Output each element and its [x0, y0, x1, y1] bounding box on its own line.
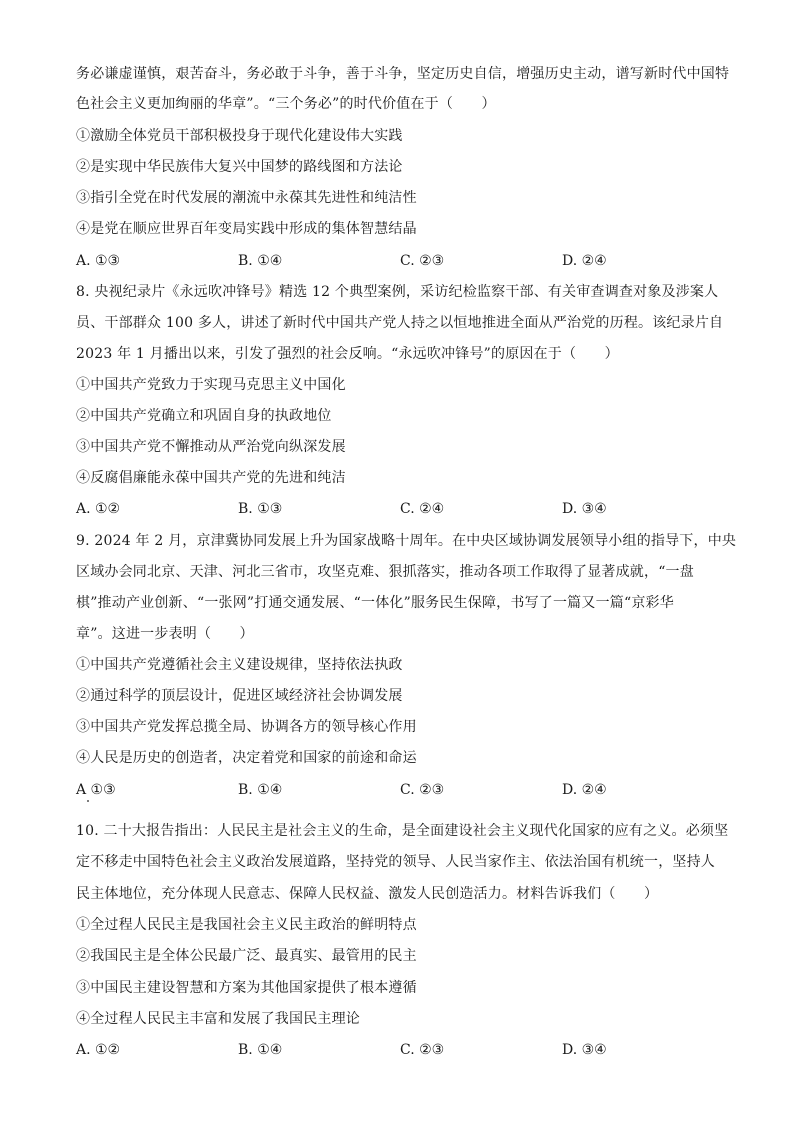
q8-stem-line-2: 员、干部群众 100 多人，讲述了新时代中国共产党人持之以恒地推进全面从严治党的历程。该纪录片自: [76, 315, 724, 331]
q7-option-c: C. ②③: [400, 253, 445, 269]
q9-option-b: B. ①④: [238, 782, 283, 798]
q10-option-b: B. ①④: [238, 1042, 283, 1058]
q9-statement-1: ①中国共产党遵循社会主义建设规律，坚持依法执政: [76, 657, 403, 673]
q8-statement-3: ③中国共产党不懈推动从严治党向纵深发展: [76, 439, 346, 455]
q10-statement-2: ②我国民主是全体公民最广泛、最真实、最管用的民主: [76, 948, 417, 964]
q10-statement-4: ④全过程人民民主丰富和发展了我国民主理论: [76, 1011, 360, 1027]
q7-statement-1: ①激励全体党员干部积极投身于现代化建设伟大实践: [76, 128, 403, 144]
stray-dot-mark: [87, 800, 89, 802]
q8-option-d: D. ③④: [562, 501, 607, 517]
q7-stem-line-2: 色社会主义更加绚丽的华章”。“三个务必”的时代价值在于（ ）: [76, 96, 496, 112]
q9-statement-3: ③中国共产党发挥总揽全局、协调各方的领导核心作用: [76, 719, 417, 735]
q7-statement-4: ④是党在顺应世界百年变局实践中形成的集体智慧结晶: [76, 221, 417, 237]
q9-stem-line-1: 9. 2024 年 2 月，京津冀协同发展上升为国家战略十周年。在中央区域协调发展领导小组的指导下，中央: [76, 533, 737, 549]
q8-stem-line-3: 2023 年 1 月播出以来，引发了强烈的社会反响。“永远吹冲锋号”的原因在于（ ）: [76, 346, 619, 362]
q10-stem-line-1: 10. 二十大报告指出：人民民主是社会主义的生命，是全面建设社会主义现代化国家的应有之义。必须坚: [76, 823, 729, 839]
q8-statement-2: ②中国共产党确立和巩固自身的执政地位: [76, 408, 332, 424]
q9-stem-line-3: 棋”推动产业创新、“一张网”打通交通发展、“一体化”服务民生保障，书写了一篇又一篇“京彩华: [76, 595, 674, 611]
q8-option-c: C. ②④: [400, 501, 445, 517]
q9-option-d: D. ②④: [562, 782, 607, 798]
q9-stem-line-2: 区域办会同北京、天津、河北三省市，攻坚克难、狠抓落实，推动各项工作取得了显著成就，“一盘: [76, 564, 694, 580]
q8-stem-line-1: 8. 央视纪录片《永远吹冲锋号》精选 12 个典型案例，采访纪检监察干部、有关审查调查对象及涉案人: [76, 284, 719, 300]
q10-option-a: A. ①②: [76, 1042, 121, 1058]
q8-option-a: A. ①②: [76, 501, 121, 517]
q9-statement-4: ④人民是历史的创造者，决定着党和国家的前途和命运: [76, 750, 417, 766]
q9-option-a: A ①③: [76, 782, 116, 798]
q10-option-d: D. ③④: [562, 1042, 607, 1058]
q10-option-c: C. ②③: [400, 1042, 445, 1058]
q8-statement-1: ①中国共产党致力于实现马克思主义中国化: [76, 377, 346, 393]
q8-statement-4: ④反腐倡廉能永葆中国共产党的先进和纯洁: [76, 470, 346, 486]
q7-option-b: B. ①④: [238, 253, 283, 269]
q9-option-c: C. ②③: [400, 782, 445, 798]
q10-stem-line-3: 民主体地位，充分体现人民意志、保障人民权益、激发人民创造活力。材料告诉我们（ ）: [76, 886, 659, 902]
q10-statement-1: ①全过程人民民主是我国社会主义民主政治的鲜明特点: [76, 917, 417, 933]
q8-option-b: B. ①③: [238, 501, 283, 517]
q7-option-a: A. ①③: [76, 253, 121, 269]
q10-statement-3: ③中国民主建设智慧和方案为其他国家提供了根本遵循: [76, 980, 417, 996]
q7-statement-2: ②是实现中华民族伟大复兴中国梦的路线图和方法论: [76, 159, 403, 175]
q9-statement-2: ②通过科学的顶层设计，促进区域经济社会协调发展: [76, 688, 403, 704]
q9-stem-line-4: 章”。这进一步表明（ ）: [76, 626, 254, 642]
q7-option-d: D. ②④: [562, 253, 607, 269]
q7-stem-line-1: 务必谦虚谨慎，艰苦奋斗，务必敢于斗争，善于斗争，坚定历史自信，增强历史主动，谱写新时代中国特: [76, 66, 730, 82]
q7-statement-3: ③指引全党在时代发展的潮流中永葆其先进性和纯洁性: [76, 190, 417, 206]
q10-stem-line-2: 定不移走中国特色社会主义政治发展道路，坚持党的领导、人民当家作主、依法治国有机统一，坚持人: [76, 854, 715, 870]
